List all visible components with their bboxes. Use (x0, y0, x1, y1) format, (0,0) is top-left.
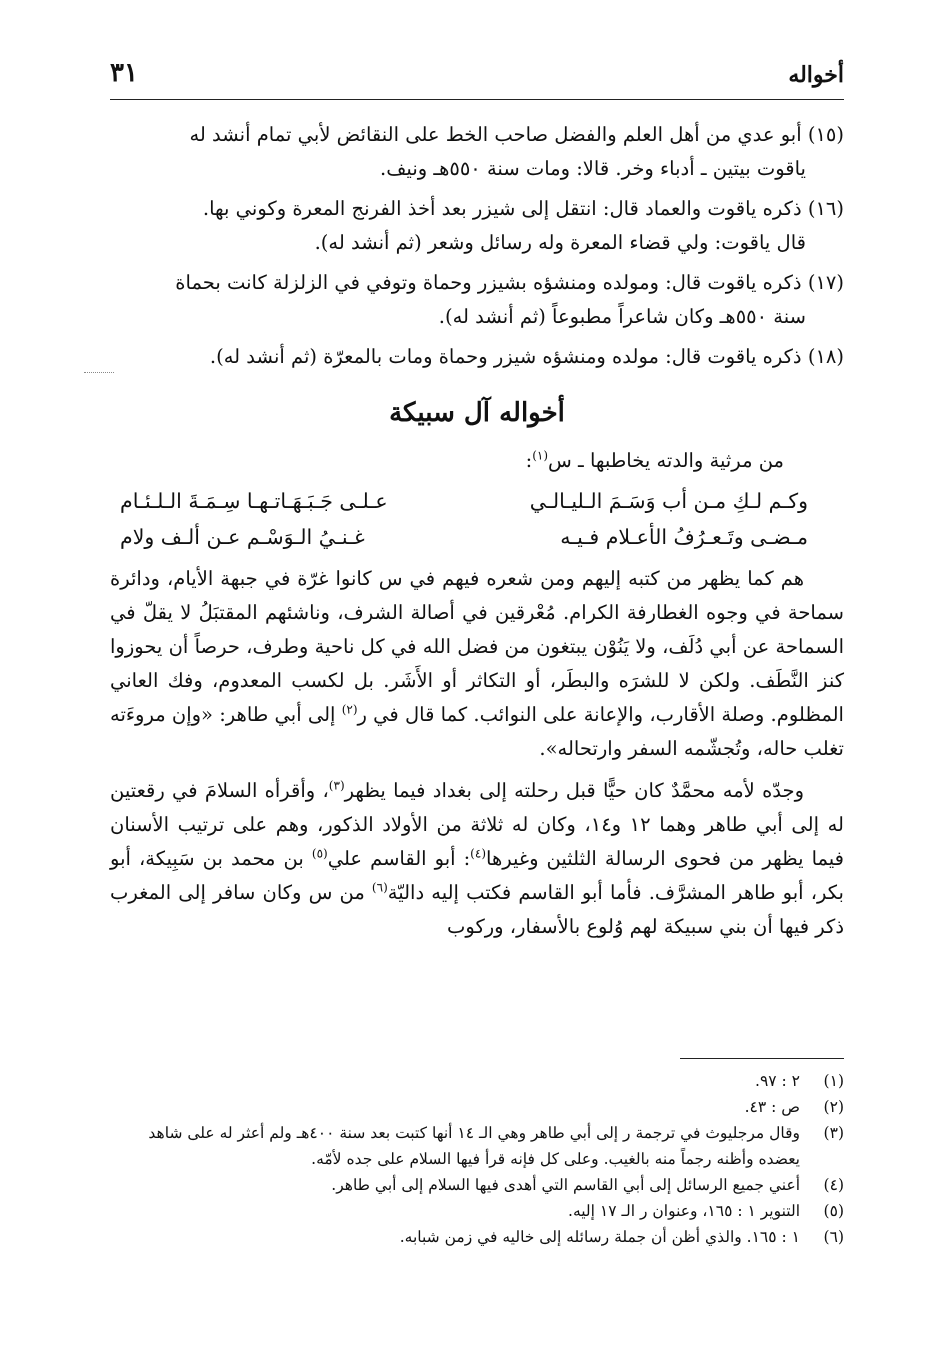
note-line: سنة ٥٥٠هـ وكان شاعراً مطبوعاً (ثم أنشد له). (438, 305, 806, 328)
footnote-text: ١ : ١٦٥. والذي أظن أن جملة رسائله إلى خاليه في زمن شبابه. (399, 1228, 800, 1246)
footnote-ref: (٢) (341, 702, 358, 717)
biography-note (110, 340, 844, 374)
footnote-text: ص : ٤٣. (744, 1098, 800, 1116)
header-rule (110, 99, 844, 100)
note-line: ذكره ياقوت قال: مولده ومنشؤه شيزر وحماة ومات بالمعرّة (ثم أنشد له). (209, 345, 802, 368)
note-line: ياقوت بيتين ـ أدباء وخر. قالا: ومات سنة ٥٥٠هـ ونيف. (380, 157, 806, 180)
footnote-text: وقال مرجليوث في ترجمة ر إلى أبي طاهر وهي الـ ١٤ أنها كتبت بعد سنة ٤٠٠هـ ولم أعثر له على شاهد يعضده وأظنه رجماً منه بالغيب. وعلى كل فإنه قرأ فيها السلام على جده لأمّه. (148, 1124, 800, 1168)
footnote (110, 1224, 844, 1250)
footnote-number: (٦) (823, 1228, 844, 1246)
note-line: قال ياقوت: ولي قضاء المعرة وله رسائل وشعر (ثم أنشد له). (314, 231, 806, 254)
footnote (110, 1068, 844, 1094)
footnote-text: ٢ : ٩٧. (755, 1072, 800, 1090)
page-header (110, 56, 844, 100)
footnote-ref: (٥) (311, 846, 328, 861)
verse-hemistich: مـضـى وتَـعـرُفُ الأعـلام فـيـه (560, 525, 808, 549)
footnote-number: (٢) (823, 1098, 844, 1116)
footnote-text: أعني جميع الرسائل إلى أبي القاسم التي أهدى فيها السلام إلى أبي طاهر. (331, 1176, 800, 1194)
verse-hemistich: عـلـى جَـبَـهَـاتـهـا سِـمَـةَ الـلـئـام (120, 489, 388, 513)
verse-hemistich: وكـم لـكِ مـن أب وَسَـمَ الـليـالـي (529, 489, 808, 513)
footnote-number: (٥) (823, 1202, 844, 1220)
note-number: (١٥) (807, 123, 844, 146)
note-number: (١٨) (807, 345, 844, 368)
footnote-ref: (٣) (328, 778, 345, 793)
body-paragraph: وجدّه لأمه محمَّدٌ كان حيًّا قبل رحلته إلى بغداد فيما يظهر$^{(٣)}$، وأقرأه السلامَ في رقعتين له إلى أبي طاهر وهما ١٢ و١٤، وكان له ثلاثة من الأولاد الذكور، وهم على ترتيب الأسنان فيما يظهر من فحوى الرسالة الثلثين وغيرها$^{(٤)}$: أبو القاسم علي$^{(٥)}$ بن محمد بن سَبِيكة، أبو بكر، أبو طاهر المشرَّف. فأما أبو القاسم فكتب إليه داليّة$^{(٦)}$ من س وكان سافر إلى المغرب ذكر فيها أن بني سبيكة لهم وُلوع بالأسفار، وركوب (110, 778, 845, 938)
biography-note (110, 192, 844, 260)
footnote-ref: (٤) (470, 846, 486, 861)
poem-verse (110, 484, 844, 518)
poem-verse (110, 520, 844, 554)
main-text (110, 118, 844, 944)
note-number: (١٦) (807, 197, 844, 220)
footnote-text: التنوير ١ : ١٦٥، وعنوان ر الـ ١٧ إليه. (568, 1202, 800, 1220)
footnote (110, 1198, 844, 1224)
footnote (110, 1120, 844, 1172)
footnote-ref: (٦) (371, 880, 388, 895)
page-number: ٣١ (110, 58, 138, 88)
body-paragraph: هم كما يظهر من كتبه إليهم ومن شعره فيهم في س كانوا غرّة في جبهة الأيام، ودائرة سماحة في وجوه الغطارفة الكرام. مُعْرقين في أصالة الشرف، وناشئهم المقتبَلُ لا يقلّ في السماحة عن أبي دُلَف، ولا يَنُوْن يبتغون من فضل الله في كل ناحية وطرف، حرصاً أن يحوزوا كنز النَّطَف. ولكن لا للشرَه والبطَر، أو التكاثر أو الأَشَر. بل لكسب المعدوم، وفك العاني المظلوم. وصلة الأقارب، والإعانة على النوائب. كما قال في ر$^{(٢)}$ إلى أبي طاهر: «وإن مروءَته تغلب حاله، وتُجشّمه السفر وارتحاله». (110, 567, 844, 760)
footnote-number: (٣) (823, 1124, 844, 1142)
footnote-number: (٤) (823, 1176, 844, 1194)
note-line: أبو عدي من أهل العلم والفضل صاحب الخط على النقائض لأبي تمام أنشد له (189, 123, 802, 146)
footnote (110, 1094, 844, 1120)
note-number: (١٧) (807, 271, 844, 294)
biography-note (110, 266, 844, 334)
footnote-rule (680, 1058, 844, 1059)
footnote-number: (١) (823, 1072, 844, 1090)
footnote-ref: (١) (532, 448, 549, 463)
verse-hemistich: غـنـيُ الـوَسْـم عـن ألـف ولام (120, 525, 365, 549)
footnote (110, 1172, 844, 1198)
note-line: ذكره ياقوت والعماد قال: انتقل إلى شيزر بعد أخذ الفرنج المعرة وكوني بها. (202, 197, 802, 220)
biography-note (110, 118, 844, 186)
poem-intro: من مرثية والدته يخاطبها ـ س$^{(١)}$: (525, 448, 784, 472)
running-title: أخواله (788, 62, 844, 88)
section-heading: أخواله آل سبيكة (389, 398, 565, 428)
note-line: ذكره ياقوت قال: ومولده ومنشؤه بشيزر وحماة وتوفي في الزلزلة كانت بحماة (175, 271, 802, 294)
footnotes (110, 1068, 844, 1250)
